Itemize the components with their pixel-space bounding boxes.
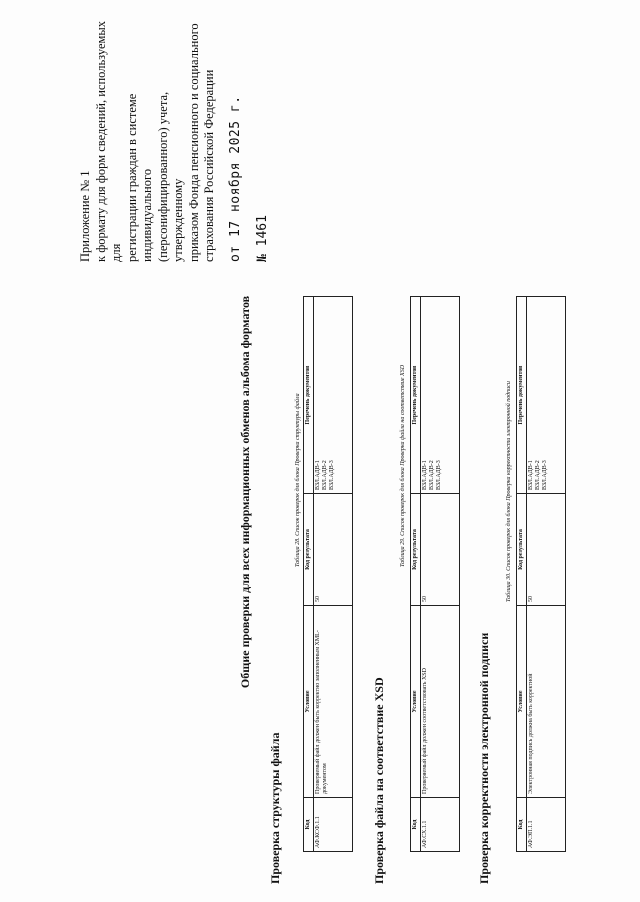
- section-heading: Проверка корректности электронной подписи: [477, 632, 491, 884]
- annex-title: Приложение № 1: [78, 170, 92, 262]
- doc-item: ВЗЛ.АДВ-2: [429, 460, 435, 490]
- section-heading: Проверка структуры файла: [268, 732, 282, 884]
- checks-table: [303, 296, 353, 852]
- annex-line: к формату для форм сведений, используемых для: [93, 20, 123, 262]
- doc-item: ВЗЛ.АДВ-1: [528, 460, 534, 490]
- column-header-condition: Условие: [304, 606, 314, 798]
- number-stamp: № 1461: [255, 215, 270, 262]
- column-header-result-code: Код результата: [411, 494, 421, 606]
- section-heading: Проверка файла на соответствие XSD: [372, 677, 386, 884]
- column-header-condition: Условие: [411, 606, 421, 798]
- table-header-row: [517, 297, 527, 852]
- table-header-row: [304, 297, 314, 852]
- cell-code: АФ.СХ.1.1: [421, 798, 460, 852]
- table-caption: Таблица 29. Список проверок для блока Проверка файла на соответствие XSD: [400, 364, 406, 567]
- column-header-code: Код: [517, 798, 527, 852]
- checks-table: [516, 296, 566, 852]
- column-header-code: Код: [411, 798, 421, 852]
- annex-line: регистрации граждан в системе индивидуального: [124, 93, 154, 262]
- annex-line: (персонифицированного) учета, утвержденному: [155, 91, 185, 262]
- doc-item: ВЗЛ.АДВ-3: [436, 460, 442, 490]
- column-header-doc-list: Перечень документов: [304, 297, 314, 494]
- column-header-condition: Условие: [517, 606, 527, 798]
- table-header-row: [411, 297, 421, 852]
- cell-doc-list: [314, 297, 353, 494]
- cell-code: АФ.ЭП.1.1: [527, 798, 566, 852]
- annex-line: приказом Фонда пенсионного и социального: [186, 23, 201, 262]
- column-header-result-code: Код результата: [517, 494, 527, 606]
- table-row: [314, 297, 353, 852]
- table-row: [421, 297, 460, 852]
- column-header-result-code: Код результата: [304, 494, 314, 606]
- cell-result-code: 50: [314, 494, 353, 606]
- column-header-doc-list: Перечень документов: [411, 297, 421, 494]
- doc-item: ВЗЛ.АДВ-2: [535, 460, 541, 490]
- date-stamp: от 17 ноября 2025 г.: [227, 95, 243, 262]
- doc-item: ВЗЛ.АДВ-3: [329, 460, 335, 490]
- column-header-code: Код: [304, 798, 314, 852]
- table-row: [527, 297, 566, 852]
- cell-code: АФ.КСФ.1.1: [314, 798, 353, 852]
- cell-doc-list: [421, 297, 460, 494]
- cell-result-code: 50: [527, 494, 566, 606]
- table-caption: Таблица 30. Список проверок для блока Проверка корректности электронной подписи: [506, 381, 512, 602]
- cell-doc-list: [527, 297, 566, 494]
- doc-item: ВЗЛ.АДВ-1: [422, 460, 428, 490]
- cell-result-code: 50: [421, 494, 460, 606]
- doc-item: ВЗЛ.АДВ-3: [542, 460, 548, 490]
- checks-table: [410, 296, 460, 852]
- cell-condition: Проверяемый файл должен быть корректно заполненным XML-документом: [314, 606, 353, 798]
- cell-condition: Проверяемый файл должен соответствовать XSD: [421, 606, 460, 798]
- annex-line: страхования Российской Федерации: [202, 69, 216, 262]
- doc-item: ВЗЛ.АДВ-2: [322, 460, 328, 490]
- cell-condition: Электронная подпись должна быть корректной: [527, 606, 566, 798]
- doc-item: ВЗЛ.АДВ-1: [315, 460, 321, 490]
- main-title: Общие проверки для всех информационных обменов альбома форматов: [238, 295, 252, 689]
- column-header-doc-list: Перечень документов: [517, 297, 527, 494]
- table-caption: Таблица 28. Список проверок для блока Проверка структуры файла: [295, 393, 301, 567]
